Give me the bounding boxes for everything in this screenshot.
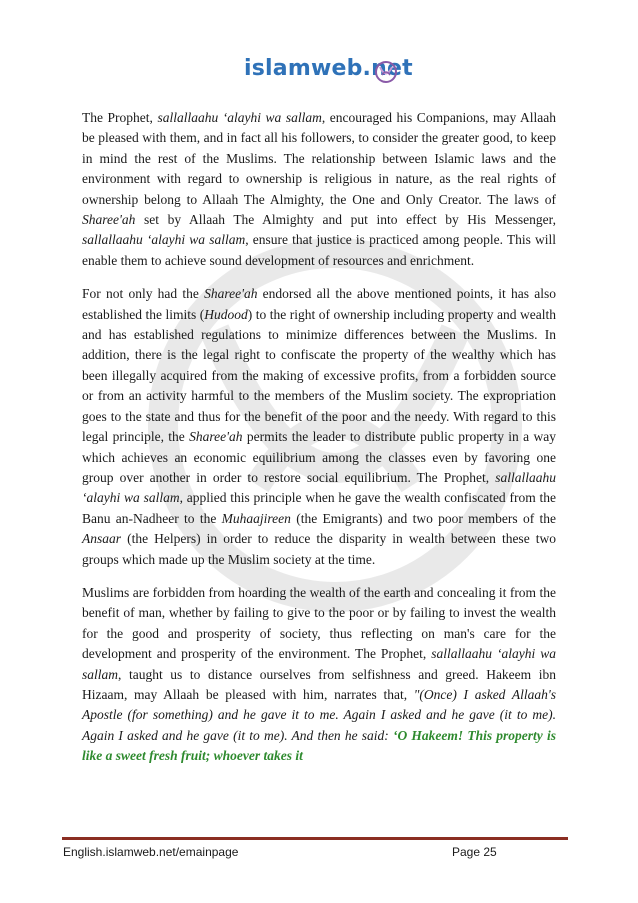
italic-text: sallallaahu ‘alayhi wa sallam [157, 110, 322, 125]
text-run: set by Allaah The Almighty and put into effect by His Messenger, [135, 212, 556, 228]
italic-text: Hudood [204, 306, 248, 322]
text-run: For not only had the [82, 286, 205, 302]
page-header [0, 56, 638, 96]
text-run: , applied this principle when he gave the wealth confiscated from the Banu an-Nadheer to the [82, 490, 556, 526]
italic-text: sallallaahu ‘alayhi wa sallam [82, 646, 557, 682]
text-run: (the Helpers) in order to reduce the disparity in wealth between these two groups which made up the Muslim society at the time. [82, 531, 556, 567]
italic-text: sallallaahu ‘alayhi wa sallam [82, 469, 556, 506]
italic-text: Muhaajireen [221, 510, 291, 526]
italic-text: Ansaar [82, 531, 122, 547]
text-run: The Prophet, [82, 110, 158, 125]
italic-text: "(Once) I asked Allaah's Apostle (for something) and he gave it to me. Again I asked and he gave (it to me). Again I asked and he gave (it to me). And then he said: [82, 686, 556, 743]
highlighted-quote: ‘O Hakeem! This property is like a sweet fresh fruit; whoever takes it [82, 727, 556, 764]
text-run: ) to the right of ownership including property and wealth and has established regulations to minimize differences between the Muslims. In addition, there is the legal right to confiscate the property of the wealthy which has been illegally acquired from the making of excessive profits, from a forbidden source or from an activity harmful to the members of the Muslim society. The expropriation goes to the state and thus for the benefit of the poor and the needy. With regard to this legal principle, the [82, 306, 557, 445]
footer-divider [62, 837, 568, 840]
text-run: endorsed all the above mentioned points, it has also established the limits ( [82, 286, 556, 322]
text-run: permits the leader to distribute public property in a way which achieves an economic equilibrium among the classes even by favoring one group over another in order to restore social equilibrium. The Prophet, [82, 429, 556, 485]
site-logo-text: islamweb.net [244, 56, 413, 81]
islamweb-emblem-icon [373, 60, 399, 84]
paragraph [82, 583, 556, 767]
text-run: Muslims are forbidden from hoarding the wealth of the earth and concealing it from the benefit of man, whether by failing to give to the poor or by failing to invest the wealth for the good and prosperity of society, thus reflecting on man's care for the development and prosperity of the environment. The Prophet, [82, 584, 556, 662]
page-number: Page 25 [452, 845, 497, 859]
italic-text: Sharee'ah [82, 212, 136, 228]
text-run: , encouraged his Companions, may Allaah be pleased with them, and in fact all his followers, to consider the greater good, to keep in mind the rest of the Muslims. The relationship between Islamic laws and the environment with regard to ownership is religious in nature, as the real rights of ownership belong to Allaah The Almighty, the One and Only Creator. The laws of [82, 110, 556, 207]
italic-text: Sharee'ah [189, 429, 243, 445]
text-run: (the Emigrants) and two poor members of the [290, 510, 557, 526]
italic-text: Sharee'ah [204, 286, 258, 302]
paragraph [82, 108, 556, 271]
text-run: , ensure that justice is practiced among people. This will enable them to achieve sound development of resources and enrichment. [82, 232, 556, 268]
footer-site-url: English.islamweb.net/emainpage [63, 845, 239, 859]
italic-text: sallallaahu ‘alayhi wa sallam [82, 232, 246, 248]
paragraph [82, 284, 556, 570]
text-run: , taught us to distance ourselves from selfishness and greed. Hakeem ibn Hizaam, may Allaah be pleased with him, narrates that, [82, 666, 556, 702]
article-body [82, 108, 556, 780]
